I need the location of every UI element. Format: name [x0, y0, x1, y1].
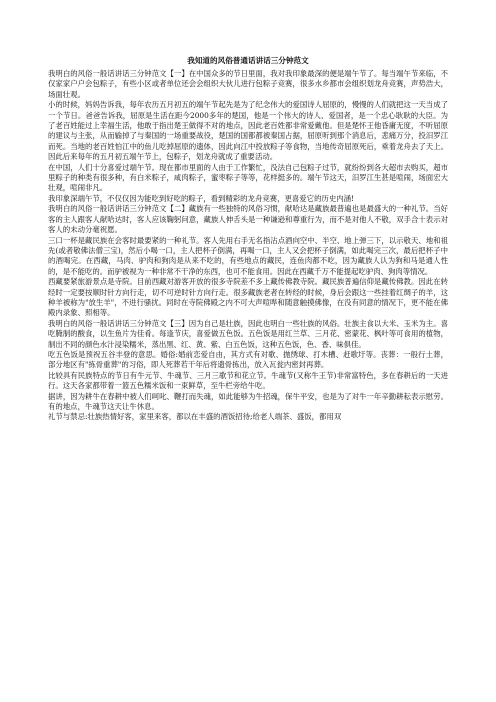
paragraph: 我明白的风俗一般话讲话三分钟范文【三】因为自己是壮族，因此也明白一些壮族的风俗。壮族主食以大米、玉米为主。喜吃腌制的酸食，以生鱼片为佳肴。每逢节庆，喜爱做五色饭。五色饭是用红兰草、三月花、密蒙花、枫叶等可食用的植物，制出不同的颜色水汁浸染糯米，蒸出黑、红、黄、紫、白五色饭，这种五色饭，色、香、味俱佳。	[48, 318, 448, 349]
paragraph: 吃五色饭是预祝五谷丰登的意思。婚俗:婚前恋爱自由，其方式有对歌、抛绣球、打木槽、赶歌圩等。丧葬：一般行土葬，部分地区有"拣骨重葬"的习俗，即人死葬若干年后将遗骨拣出，放入瓦瓮内密封再葬。	[48, 349, 448, 370]
paragraph: 我印象深端午节，不仅仅因为能吃到好吃的粽子，看到精彩的龙舟竞赛，更喜爱它的历史内涵!	[48, 193, 354, 203]
paragraph: 礼节与禁忌:壮族热情好客，家里来客，都以在丰盛的酒饭招待;给老人端茶、盛饭，都用双	[48, 412, 342, 422]
paragraph: 三口一杯是藏民族在会客时最要紧的一种礼节。客人先用右手无名指沾点酒向空中、半空、地上弹三下，以示敬天、地和祖先(或者敬佛法僧三宝)，然后小喝一口，主人把杯子倒满，再喝一口，主人又会把杯子倒满，如此喝完三次，最后把杯子中的酒喝完。在西藏，马肉、驴肉和狗肉是从来不吃的，有些地点的藏民，连鱼肉都不吃，因为藏族人认为狗和马是通人性的，是不能吃的。而驴被视为一种非常不干净的东西，也可不能食用。因此在西藏千万不能提起吃驴肉、狗肉等情况。	[48, 235, 448, 276]
paragraph: 西藏要紧旅游景点是寺院。目前西藏对游客开放的很多寺院差不多上藏传佛教寺院。藏民族普遍信仰是藏传佛教。因此在转经时一定要按顺时针方向行走，切不可逆时针方向行走。很多藏族老者在转经的时候，身后会跟这一些挂着红绸子的羊，这种羊被称为"放生羊"，不进行骚扰。同时在寺院佛殿之内不可大声喧哗和随意触摸佛像，在没有同意的情况下，更不能在佛殿内录象、照相等。	[48, 277, 448, 318]
paragraph: 我明白的风俗一般话讲话三分钟范文【二】藏族有一些独特的风俗习惯，献哈达是藏族最普遍也是最盛大的一种礼节。当好客的主人跟客人献哈达时，客人应该鞠躬问意，藏族人伸舌头是一种谦逊和尊重行为，而不是对他人不敬，双手合十表示对客人的未动分毫祝愿。	[48, 204, 448, 235]
paragraph: 我明白的风俗一般话讲话三分钟范文【一】在中国众多的节日里面，我对我印象最深的便是端午节了。每当端午节来临，不仅家家户户会包粽子，有些小区或者单位还会会组织大伙儿进行包粽子竞赛，很多水乡都市会组织划龙舟竞赛，声势浩大，场面壮观。	[48, 69, 448, 99]
paragraph: 比较具有民族特点的节日有牛元节、牛魂节、三月三歌节和花立节。牛魂节(又称牛王节)非常富特色，多在春耕后的一天进行。这天各家都带着一篮五色糯米饭和一束鲜草，至牛栏旁给牛吃。	[48, 370, 448, 391]
paragraph: 据讲，因为耕牛在春耕中被人们呵叱、鞭打而失魂，如此能够为牛招魂，保牛平安，也是为了对牛一年辛勤耕耘表示慰劳。有的地点，牛魂节这天让牛休息。	[48, 391, 448, 411]
document-title: 我知道的风俗普通话讲话三分钟范文	[187, 56, 309, 65]
paragraph: 在中国，人们十分喜爱过端午节。现在都市里面的人由于工作繁忙，没法自己包粽子过节，就纷纷到各大超市去购买，超市里粽子的种类有很多种，有白米粽子，咸肉粽子，蜜枣粽子等等，花样挺多的。端午节这天，汨罗江生甚是喧闹，场面宏大壮观，喧闹非凡。	[48, 162, 448, 193]
document-body	[48, 69, 448, 423]
paragraph: 小的时候，妈妈告诉我，每年农历五月初五的端午节起先是为了纪念伟大的爱国诗人屈原的，慢慢的人们就把这一天当成了一个节日。爸爸告诉我，屈原是生活在距今2000多年的楚国，他是一个伟大的诗人、爱国者，是一个忠心耿耿的大臣。为了老百姓能过上幸福生活，他敢于指出楚王做得不对的地点，因此老百姓都非常爱戴他。但是楚怀王他昏庸无度，不听屈原的建议与主张，从而输掉了与秦国的一场重要战役，楚国的国都都被秦国占据，屈原听到那个消息后，悲痛万分，投汨罗江而死。当地的老百姓怕江中的鱼儿吃掉屈原的遗体，因此向江中投放粽子等食物，当地传奇屈原死后，乘着龙舟去了天上。因此后来每年的五月初五端午节上，包粽子，划龙舟就成了重要活动。	[48, 100, 448, 162]
